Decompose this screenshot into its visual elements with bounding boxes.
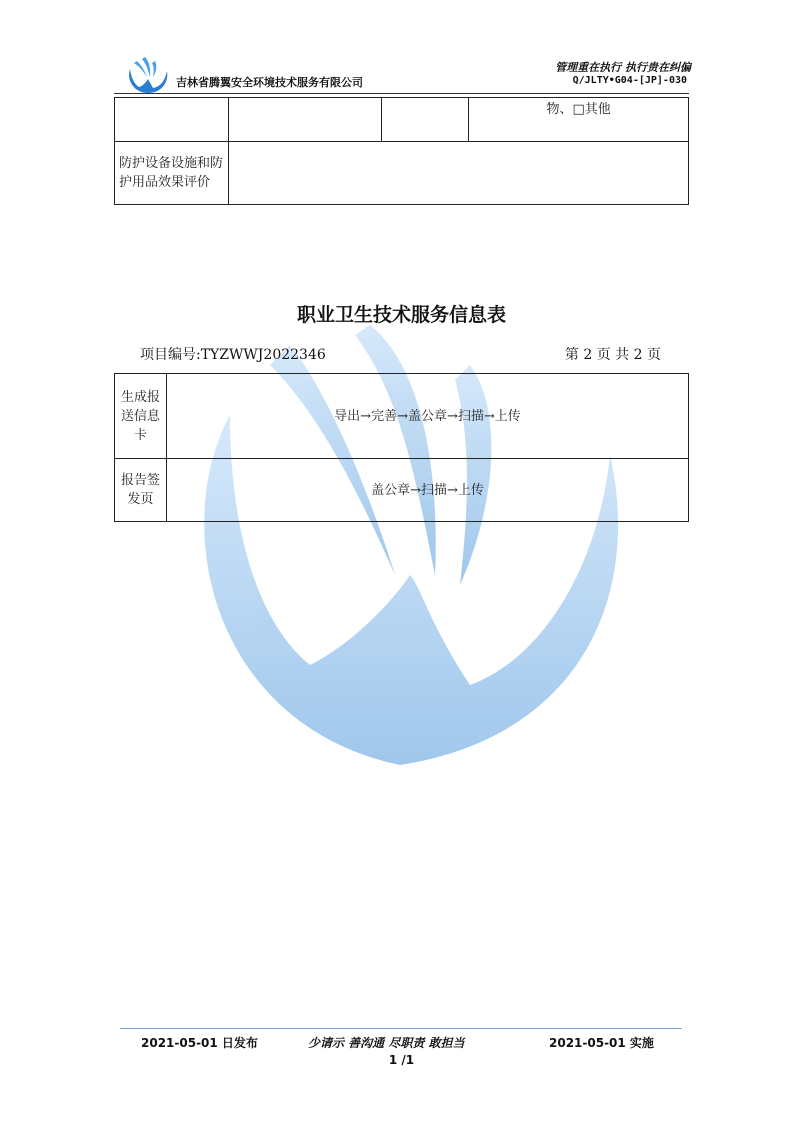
protection-eval-label: 防护设备设施和防护用品效果评价 xyxy=(115,142,229,205)
row-label: 生成报送信息卡 xyxy=(115,374,167,459)
row-content: 盖公章→扫描→上传 xyxy=(166,459,688,522)
header-divider xyxy=(114,93,689,94)
row-content: 导出→完善→盖公章→扫描→上传 xyxy=(166,374,688,459)
table-cell xyxy=(228,98,381,142)
project-number-value: TYZWWJ2022346 xyxy=(200,347,326,363)
page-info: 第 2 页 共 2 页 xyxy=(564,347,661,363)
continued-table xyxy=(114,97,689,205)
service-info-table xyxy=(114,373,689,522)
table-cell-continued: 物、□其他 xyxy=(469,98,689,142)
footer-slogan: 少请示 善沟通 尽职责 敢担当 xyxy=(308,1036,465,1050)
company-logo-icon xyxy=(127,57,169,95)
table-row xyxy=(115,98,689,142)
table-row xyxy=(115,374,689,459)
row-label: 报告签发页 xyxy=(115,459,167,522)
form-title: 职业卫生技术服务信息表 xyxy=(296,304,506,326)
protection-eval-value xyxy=(228,142,688,205)
table-row xyxy=(115,459,689,522)
table-cell xyxy=(381,98,469,142)
table-row xyxy=(115,142,689,205)
company-name: 吉林省腾翼安全环境技术服务有限公司 xyxy=(176,76,363,89)
issue-date: 2021-05-01 日发布 xyxy=(141,1036,258,1050)
document-number: Q/JLTY•G04-[JP]-030 xyxy=(572,75,687,86)
header-motto: 管理重在执行 执行贵在纠偏 xyxy=(555,61,691,74)
project-number-label: 项目编号: xyxy=(140,347,201,363)
effective-date: 2021-05-01 实施 xyxy=(549,1036,654,1050)
project-number xyxy=(140,344,326,364)
footer-divider xyxy=(120,1028,682,1029)
table-cell xyxy=(115,98,229,142)
page-number: 1 /1 xyxy=(388,1053,415,1067)
